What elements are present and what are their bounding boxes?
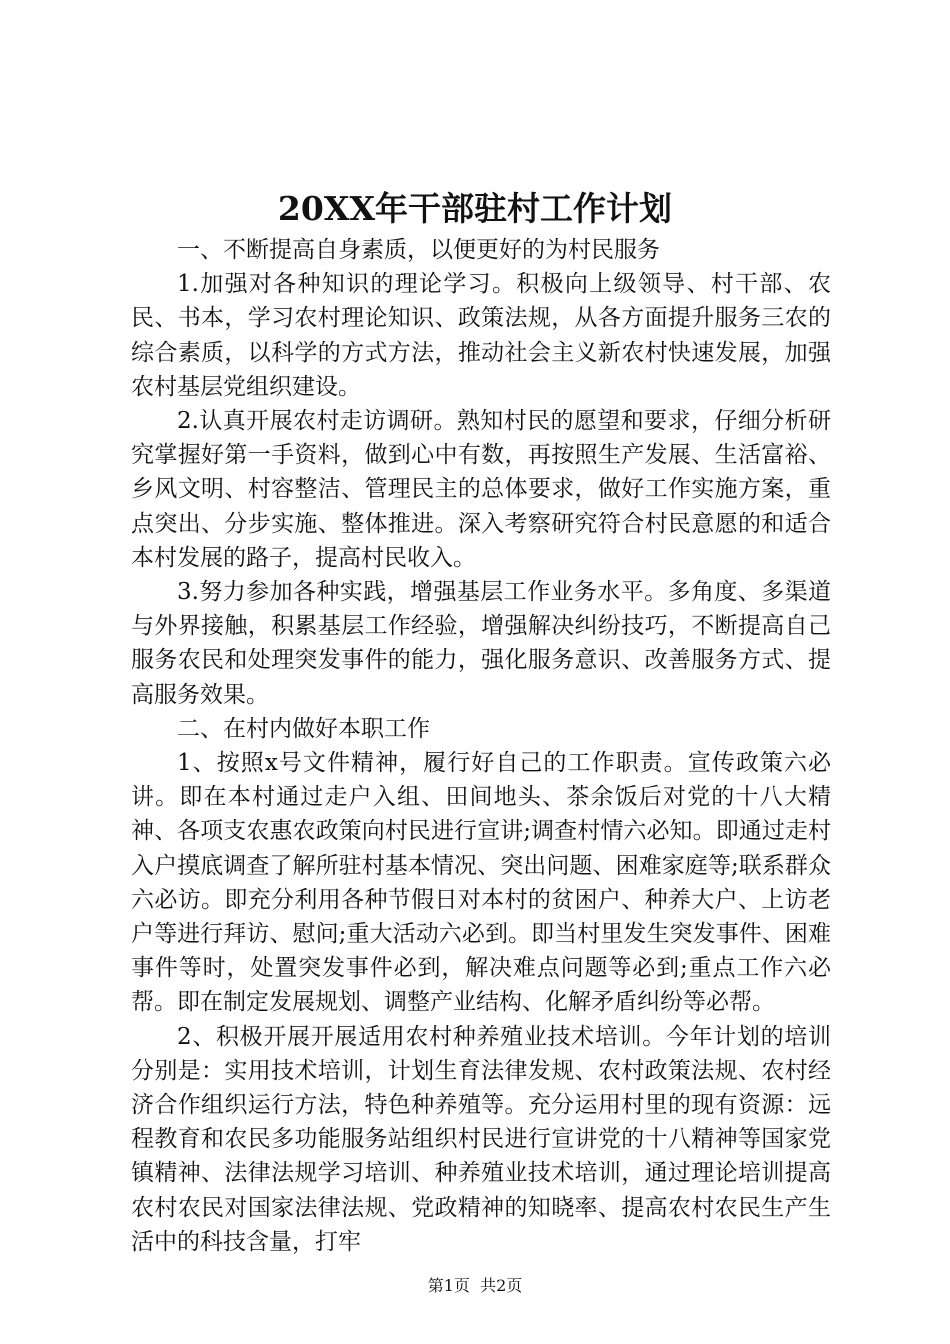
page-title: 20XX年干部驻村工作计划 (277, 189, 673, 228)
paragraph: 1.加强对各种知识的理论学习。积极向上级领导、村干部、农民、书本，学习农村理论知识、政策法规，从各方面提升服务三农的综合素质，以科学的方式方法，推动社会主义新农村快速发展，加强农村基层党组织建设。 (131, 271, 831, 400)
paragraph: 2.认真开展农村走访调研。熟知村民的愿望和要求，仔细分析研究掌握好第一手资料，做到心中有数，再按照生产发展、生活富裕、乡风文明、村容整洁、管理民主的总体要求，做好工作实施方案，重点突出、分步实施、整体推进。深入考察研究符合村民意愿的和适合本村发展的路子，提高村民收入。 (131, 408, 831, 571)
paragraph: 2、积极开展开展适用农村种养殖业技术培训。今年计划的培训分别是：实用技术培训，计划生育法律发规、农村政策法规、农村经济合作组织运行方法，特色种养殖等。充分运用村里的现有资源：远程教育和农民多功能服务站组织村民进行宣讲党的十八精神等国家党镇精神、法律法规学习培训、种养殖业技术培训，通过理论培训提高农村农民对国家法律法规、党政精神的知晓率、提高农村农民生产生活中的科技含量，打牢 (131, 1023, 831, 1255)
paragraph: 3.努力参加各种实践，增强基层工作业务水平。多角度、多渠道与外界接触，积累基层工作经验，增强解决纠纷技巧，不断提高自己服务农民和处理突发事件的能力，强化服务意识、改善服务方式、提高服务效果。 (131, 579, 831, 708)
section-heading-1: 一、不断提高自身素质，以便更好的为村民服务 (177, 237, 660, 263)
paragraph: 1、按照x号文件精神，履行好自己的工作职责。宣传政策六必讲。即在本村通过走户入组、田间地头、茶余饭后对党的十八大精神、各项支农惠农政策向村民进行宣讲;调查村情六必知。即通过走村入户摸底调查了解所驻村基本情况、突出问题、困难家庭等;联系群众六必访。即充分利用各种节假日对本村的贫困户、种养大户、上访老户等进行拜访、慰问;重大活动六必到。即当村里发生突发事件、困难事件等时，处置突发事件必到，解决难点问题等必到;重点工作六必帮。即在制定发展规划、调整产业结构、化解矛盾纠纷等必帮。 (131, 750, 831, 1016)
section-heading-2: 二、在村内做好本职工作 (177, 715, 430, 742)
page-footer: 第1页 共2页 (427, 1276, 523, 1295)
document-body (131, 233, 831, 1259)
